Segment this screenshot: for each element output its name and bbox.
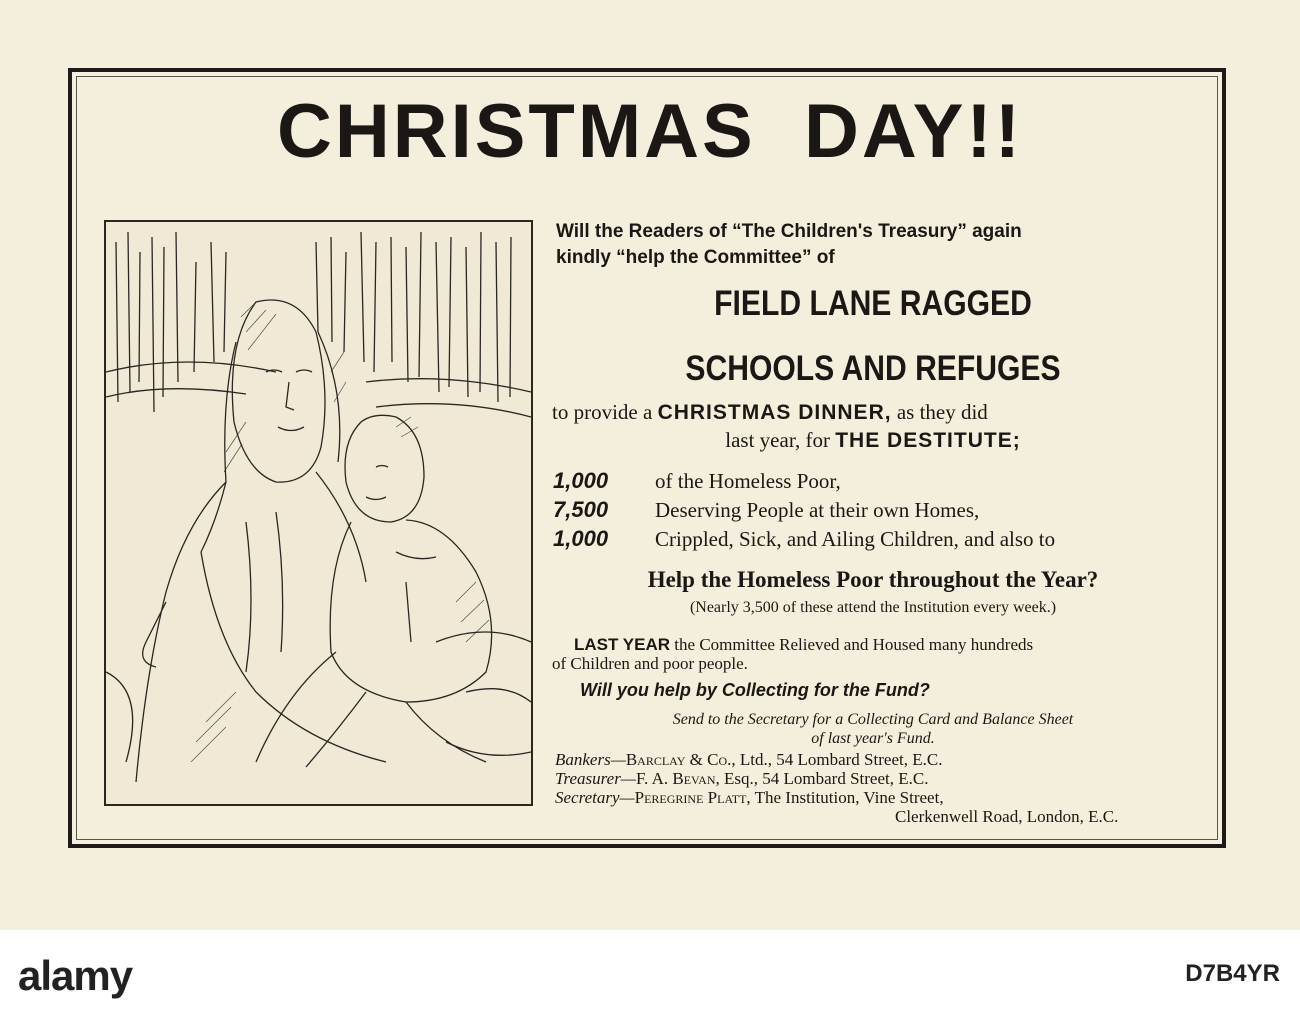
official-details: Esq., 54 Lombard Street, E.C. bbox=[719, 769, 929, 788]
official-role: Bankers— bbox=[555, 750, 626, 769]
stat-text: Deserving People at their own Homes, bbox=[655, 498, 980, 522]
official-treasurer bbox=[555, 768, 1205, 789]
provide-line-1 bbox=[552, 398, 1202, 427]
attendance-note: (Nearly 3,500 of these attend the Institution every week.) bbox=[689, 599, 1057, 616]
send-line-2: of last year's Fund. bbox=[811, 730, 935, 747]
official-name: Peregrine Platt, bbox=[634, 788, 751, 807]
official-name: Barclay & Co., bbox=[625, 750, 736, 769]
official-details: The Institution, Vine Street, bbox=[750, 788, 944, 807]
official-role: Treasurer— bbox=[555, 769, 636, 788]
provide-pre-2: last year, for bbox=[725, 428, 836, 452]
illustration-two-children bbox=[104, 220, 533, 806]
image-id: D7B4YR bbox=[1185, 960, 1280, 987]
headline: CHRISTMAS DAY!! bbox=[276, 89, 1024, 174]
stock-footer-bar bbox=[0, 930, 1300, 1021]
official-details: Ltd., 54 Lombard Street, E.C. bbox=[735, 750, 943, 769]
stat-number: 7,500 bbox=[553, 497, 609, 522]
send-line-1: Send to the Secretary for a Collecting Card and Balance Sheet bbox=[672, 711, 1074, 728]
official-name: F. A. Bevan, bbox=[635, 769, 720, 788]
official-bankers bbox=[555, 749, 1205, 770]
engraving-drawing bbox=[106, 222, 531, 804]
official-secretary bbox=[555, 787, 1205, 808]
alamy-logo: alamy bbox=[18, 952, 133, 999]
collect-appeal: Will you help by Collecting for the Fund? bbox=[580, 680, 930, 700]
stat-row bbox=[553, 496, 1203, 524]
the-destitute-text: THE DESTITUTE; bbox=[835, 429, 1021, 452]
christmas-dinner-text: CHRISTMAS DINNER, bbox=[657, 401, 892, 424]
organisation-line-2: SCHOOLS AND REFUGES bbox=[685, 349, 1061, 388]
help-line: Help the Homeless Poor throughout the Year? bbox=[647, 567, 1099, 592]
address-last-line: Clerkenwell Road, London, E.C. bbox=[895, 807, 1119, 826]
stat-row bbox=[553, 525, 1203, 553]
stat-text: Crippled, Sick, and Ailing Children, and also to bbox=[655, 527, 1056, 551]
stat-text: of the Homeless Poor, bbox=[655, 469, 841, 493]
official-role: Secretary— bbox=[555, 788, 635, 807]
provide-line-2 bbox=[548, 426, 1198, 455]
stat-number: 1,000 bbox=[553, 526, 609, 551]
provide-post: as they did bbox=[891, 400, 988, 424]
last-year-rest: the Committee Relieved and Housed many hundreds bbox=[670, 635, 1034, 654]
stat-number: 1,000 bbox=[553, 468, 609, 493]
provide-pre: to provide a bbox=[552, 400, 658, 424]
stat-row bbox=[553, 467, 1203, 495]
last-year-label: LAST YEAR bbox=[574, 635, 671, 654]
organisation-line-1: FIELD LANE RAGGED bbox=[714, 284, 1032, 323]
last-year-line-2: of Children and poor people. bbox=[552, 654, 748, 673]
intro-line-1: Will the Readers of “The Children's Treasury” again bbox=[556, 221, 1022, 242]
intro-line-2: kindly “help the Committee” of bbox=[556, 247, 835, 268]
